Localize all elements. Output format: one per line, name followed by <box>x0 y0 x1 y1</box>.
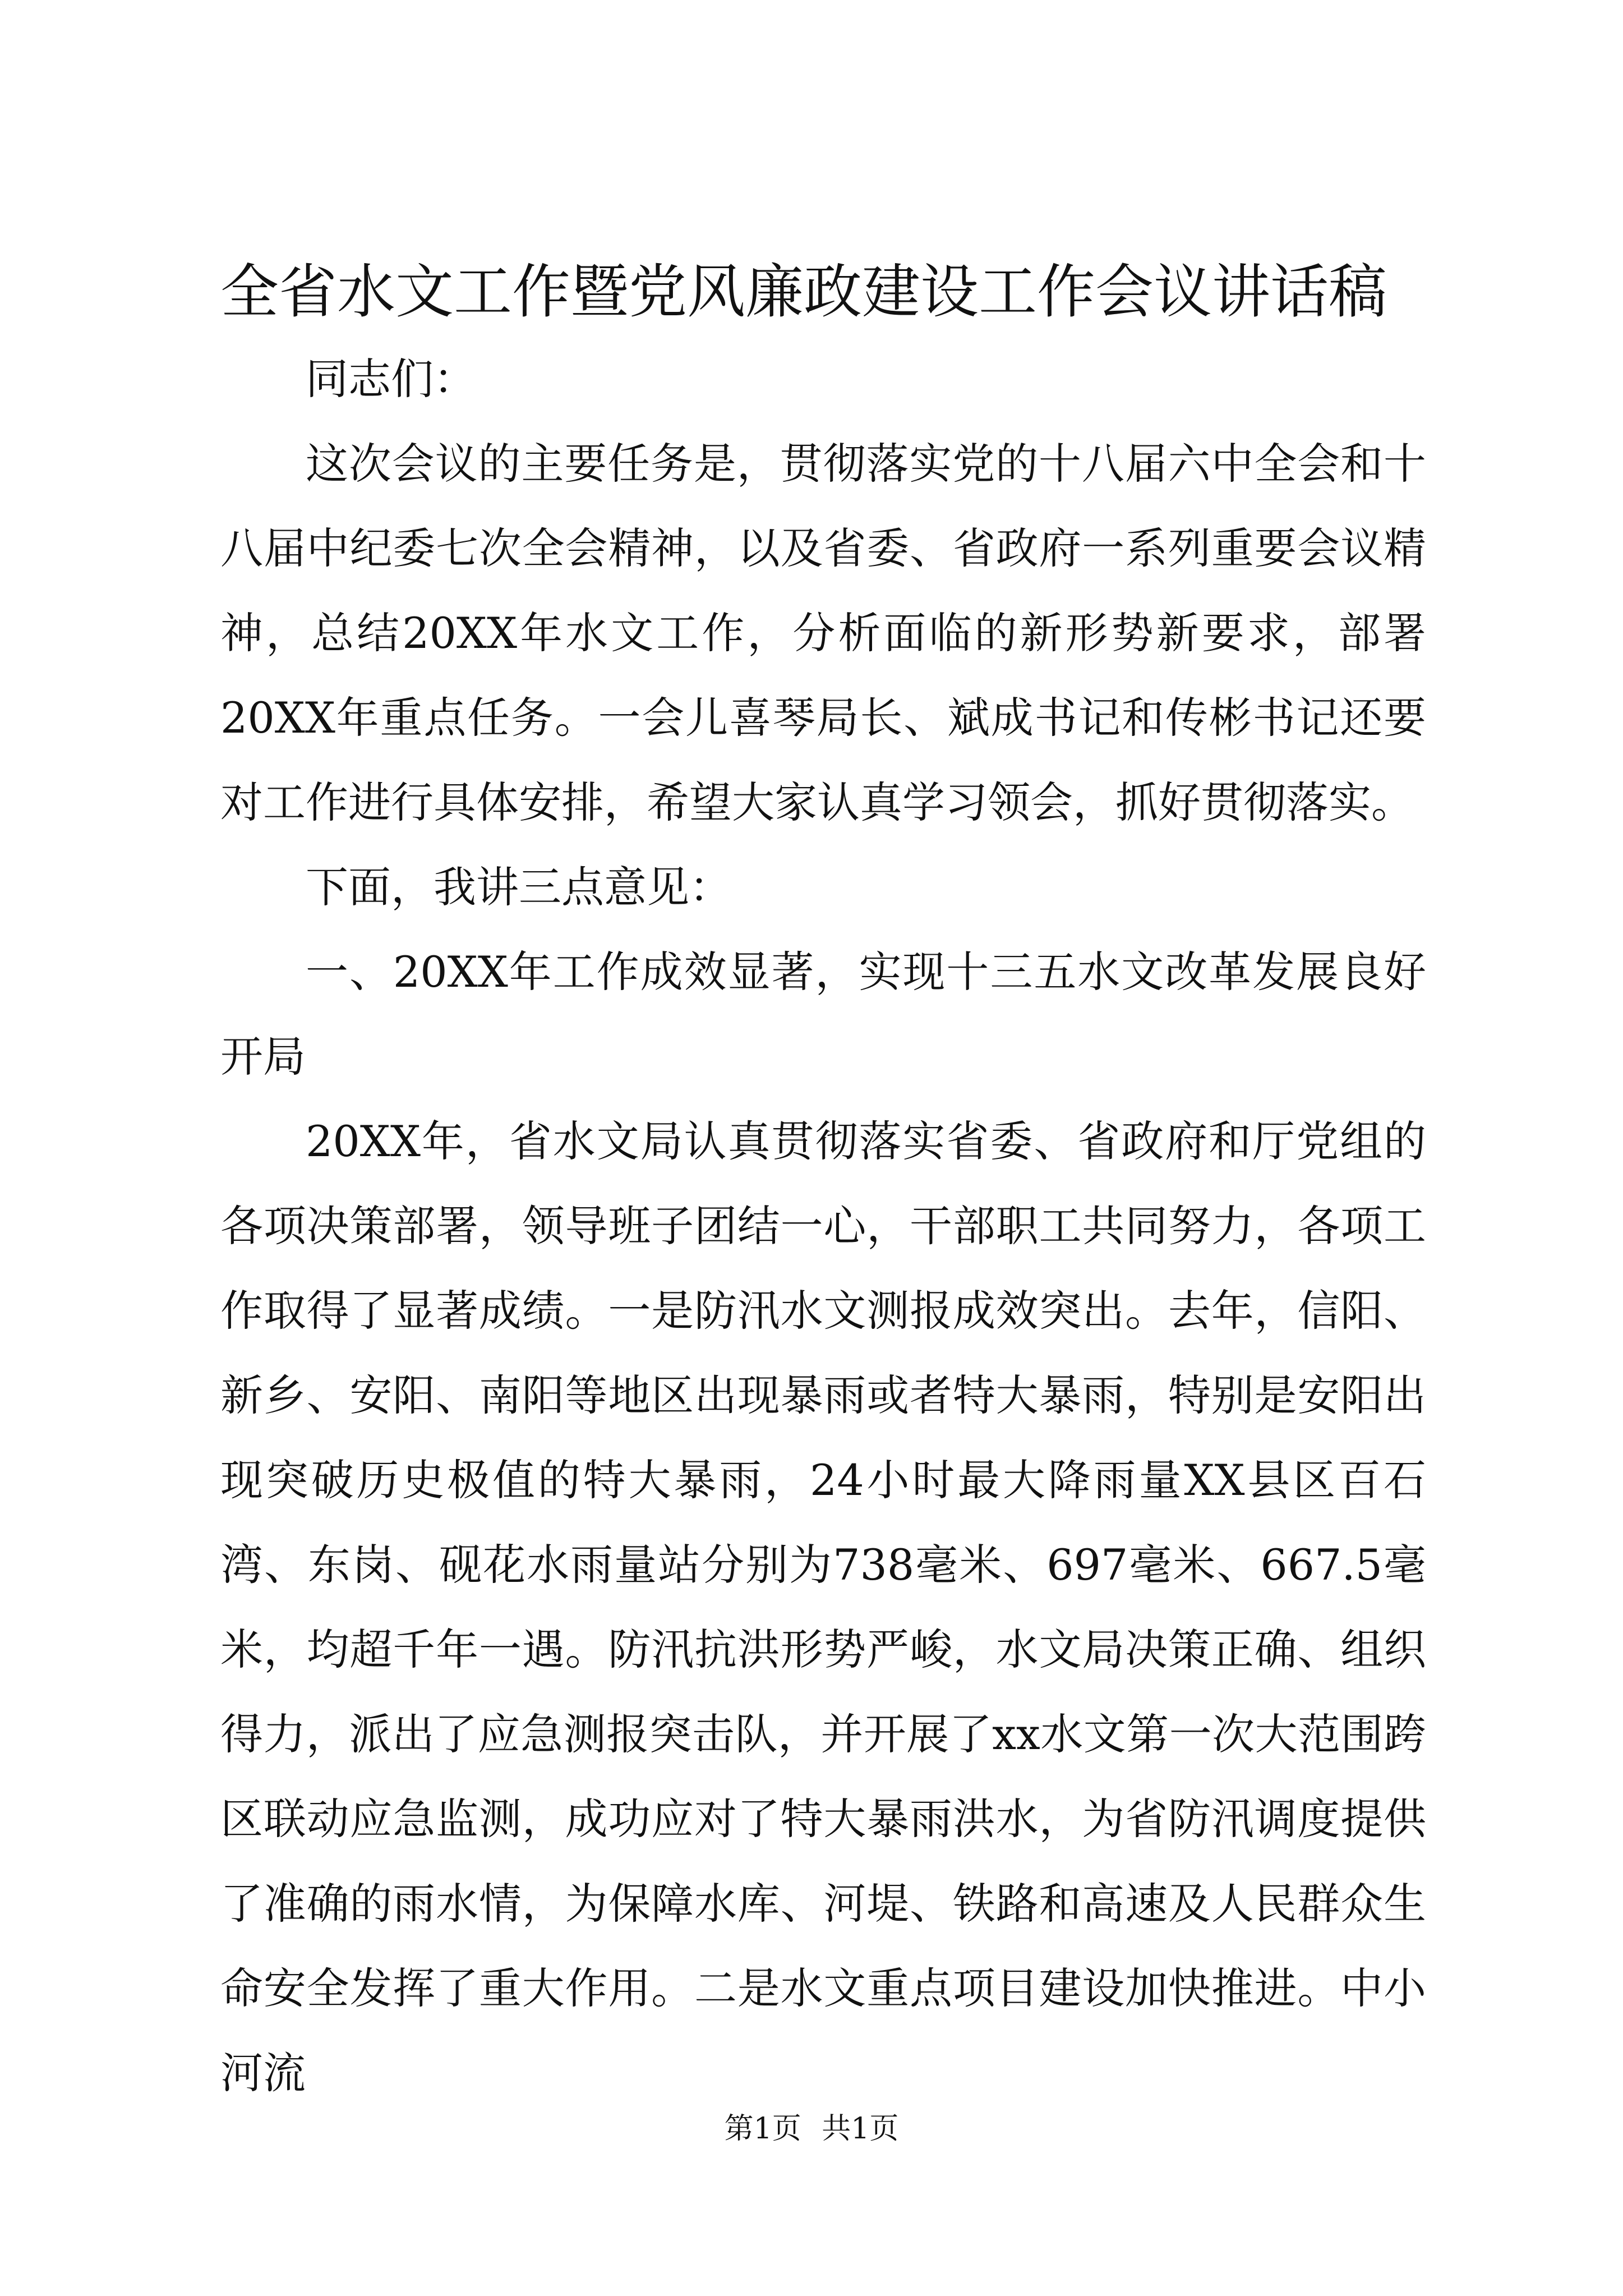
page-footer <box>0 2109 1623 2148</box>
document-body <box>220 337 1426 2115</box>
document-title: 全省水文工作暨党风廉政建设工作会议讲话稿 <box>220 257 1387 326</box>
section-heading-one: 一、20XX年工作成效显著，实现十三五水文改革发展良好开局 <box>220 947 1426 1082</box>
page-number: 第1页 <box>724 2112 801 2146</box>
paragraph-salutation: 同志们： <box>306 354 476 404</box>
paragraph-meeting-tasks: 这次会议的主要任务是，贯彻落实党的十八届六中全会和十八届中纪委七次全会精神，以及省委、省政府一系列重要会议精神，总结20XX年水文工作，分析面临的新形势新要求，部署20XX年重点任务。一会儿喜琴局长、斌成书记和传彬书记还要对工作进行具体安排，希望大家认真学习领会，抓好贯彻落实。 <box>220 439 1426 827</box>
page-total: 共1页 <box>822 2112 899 2146</box>
paragraph-three-points-intro: 下面，我讲三点意见： <box>306 862 732 912</box>
paragraph-achievements: 20XX年，省水文局认真贯彻落实省委、省政府和厅党组的各项决策部署，领导班子团结一心，干部职工共同努力，各项工作取得了显著成绩。一是防汛水文测报成效突出。去年，信阳、新乡、安阳、南阳等地区出现暴雨或者特大暴雨，特别是安阳出现突破历史极值的特大暴雨，24小时最大降雨量XX县区百石湾、东岗、砚花水雨量站分别为738毫米、697毫米、667.5毫米，均超千年一遇。防汛抗洪形势严峻，水文局决策正确、组织得力，派出了应急测报突击队，并开展了xx水文第一次大范围跨区联动应急监测，成功应对了特大暴雨洪水，为省防汛调度提供了准确的雨水情，为保障水库、河堤、铁路和高速及人民群众生命安全发挥了重大作用。二是水文重点项目建设加快推进。中小河流 <box>220 1116 1426 2098</box>
